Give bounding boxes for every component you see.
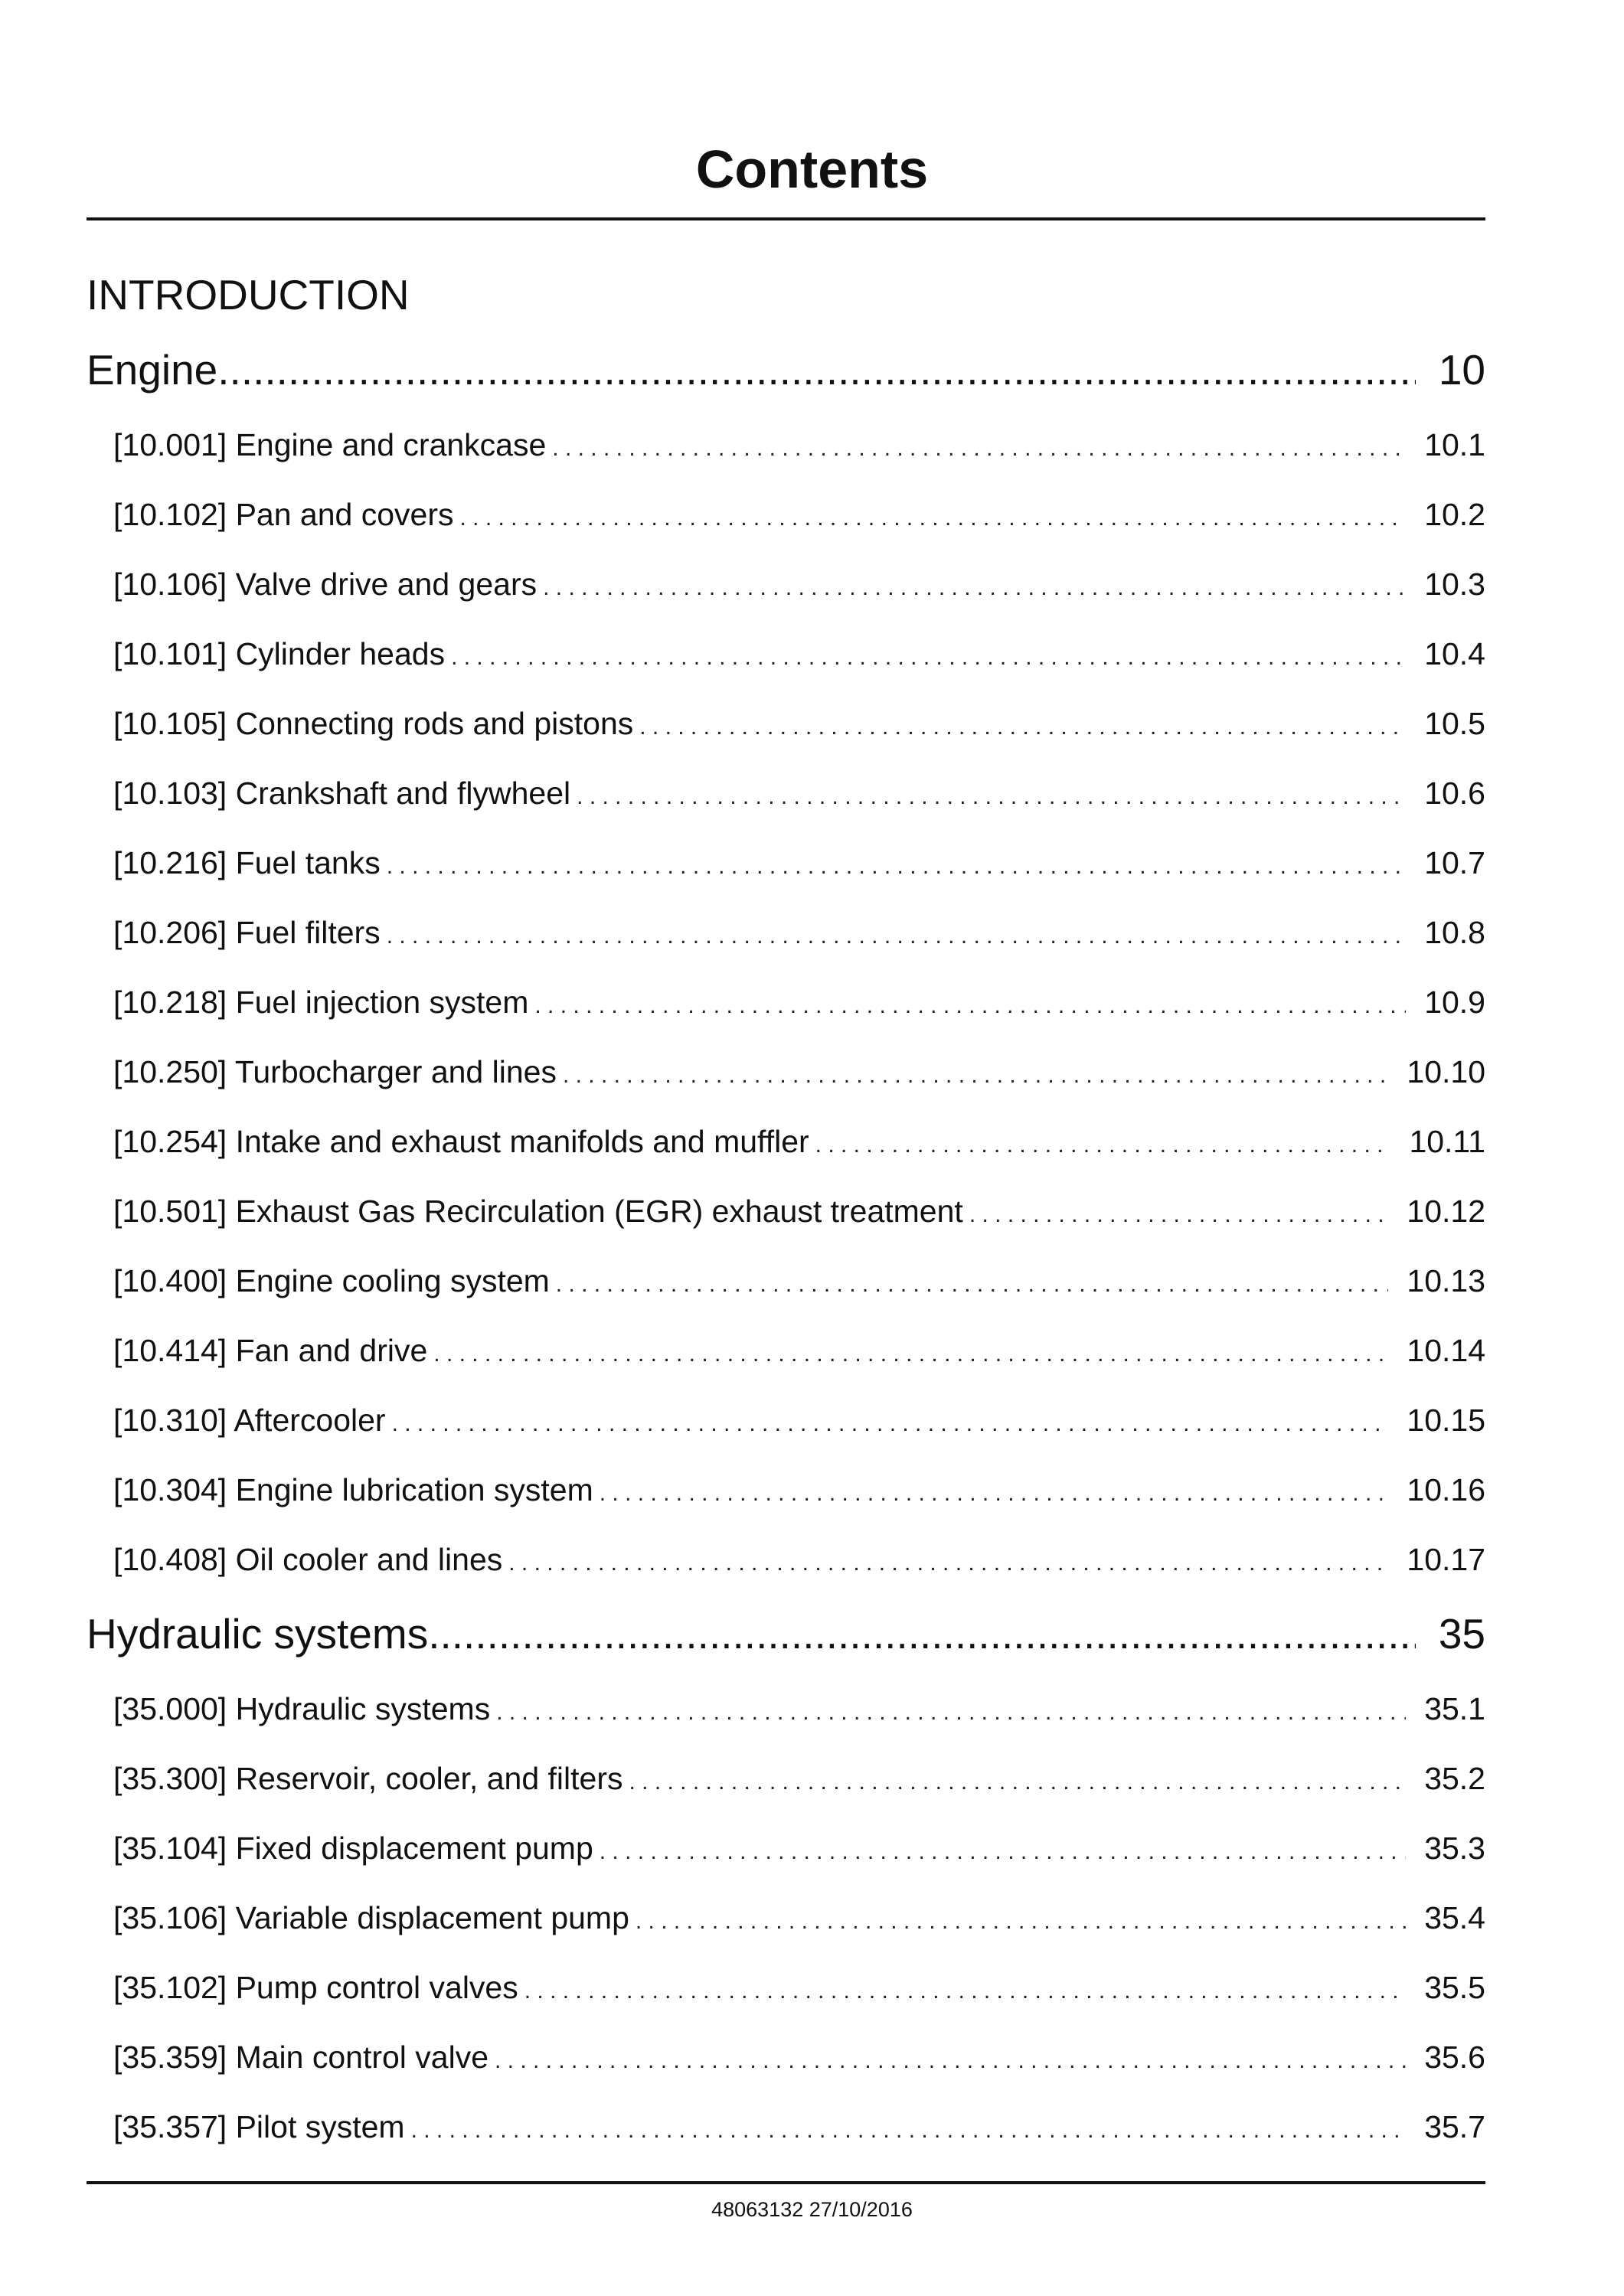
toc-entry-page: 10.5 xyxy=(1424,706,1485,741)
dot-leader xyxy=(217,339,1416,400)
toc-entry-label: [35.300] Reservoir, cooler, and filters xyxy=(113,1761,623,1796)
toc-section-hydraulic-systems[interactable] xyxy=(87,1603,1485,1664)
dot-leader xyxy=(809,1122,1391,1164)
dot-leader xyxy=(633,704,1406,746)
dot-leader xyxy=(557,1053,1388,1095)
toc-entry[interactable] xyxy=(113,701,1485,746)
page-title: Contents xyxy=(695,139,929,199)
dot-leader xyxy=(502,1540,1388,1582)
toc-entry-page: 35.1 xyxy=(1424,1691,1485,1726)
footer-document-id: 48063132 27/10/2016 xyxy=(711,2198,913,2221)
toc-entry[interactable] xyxy=(113,910,1485,955)
toc-entry-label: [35.359] Main control valve xyxy=(113,2040,489,2075)
toc-entry[interactable] xyxy=(113,840,1485,886)
dot-leader xyxy=(593,1829,1406,1871)
toc-entry[interactable] xyxy=(113,979,1485,1025)
toc-entry[interactable] xyxy=(113,1397,1485,1443)
toc-entry-label: [10.414] Fan and drive xyxy=(113,1333,428,1368)
toc-entry[interactable] xyxy=(113,1328,1485,1373)
toc-entry-label: [35.106] Variable displacement pump xyxy=(113,1900,629,1935)
toc-entry-label: [10.400] Engine cooling system xyxy=(113,1263,550,1298)
toc-entry-page: 10.11 xyxy=(1409,1124,1485,1159)
dot-leader xyxy=(405,2108,1407,2150)
dot-leader xyxy=(428,1603,1416,1664)
dot-leader xyxy=(593,1471,1389,1513)
toc-entry-page: 10.7 xyxy=(1424,845,1485,880)
dot-leader xyxy=(570,774,1406,816)
toc-entry-label: [10.408] Oil cooler and lines xyxy=(113,1542,503,1577)
toc-entry[interactable] xyxy=(113,1755,1485,1801)
dot-leader xyxy=(528,983,1406,1025)
toc-entry-page: 10.9 xyxy=(1424,985,1485,1020)
toc-entry[interactable] xyxy=(113,422,1485,468)
dot-leader xyxy=(445,635,1406,677)
toc-entry-label: [35.000] Hydraulic systems xyxy=(113,1691,491,1726)
dot-leader xyxy=(381,844,1406,886)
toc-entry[interactable] xyxy=(113,1825,1485,1871)
dot-leader xyxy=(546,426,1406,468)
toc-entry-page: 10.14 xyxy=(1407,1333,1485,1368)
toc-entry[interactable] xyxy=(113,1258,1485,1304)
toc-entry-label: [10.106] Valve drive and gears xyxy=(113,567,538,602)
toc-entry-page: 10.4 xyxy=(1424,636,1485,671)
toc-section-title: Engine xyxy=(87,346,218,394)
toc-entry[interactable] xyxy=(113,770,1485,816)
toc-entry[interactable] xyxy=(113,1686,1485,1732)
toc-entry-label: [10.103] Crankshaft and flywheel xyxy=(113,776,571,811)
dot-leader xyxy=(489,2038,1406,2080)
toc-entry-page: 10.1 xyxy=(1424,427,1485,462)
dot-leader xyxy=(386,1401,1389,1443)
toc-entry-page: 35.6 xyxy=(1424,2040,1485,2075)
toc-entry-page: 10.3 xyxy=(1424,567,1485,602)
toc-entry-label: [10.101] Cylinder heads xyxy=(113,636,446,671)
dot-leader xyxy=(427,1331,1388,1373)
toc-entry-page: 35.3 xyxy=(1424,1831,1485,1866)
toc-entry[interactable] xyxy=(113,631,1485,677)
toc-section-page: 10 xyxy=(1438,346,1485,394)
dot-leader xyxy=(629,1899,1406,1941)
toc-entry-page: 10.12 xyxy=(1407,1194,1485,1229)
toc-entry-label: [35.104] Fixed displacement pump xyxy=(113,1831,593,1866)
toc-section-title: Hydraulic systems xyxy=(87,1610,429,1657)
toc-entry[interactable] xyxy=(113,1537,1485,1582)
toc-entry[interactable] xyxy=(113,1467,1485,1513)
toc-entry[interactable] xyxy=(113,1895,1485,1941)
toc-entry-page: 35.7 xyxy=(1424,2109,1485,2144)
introduction-heading[interactable]: INTRODUCTION xyxy=(87,271,410,318)
toc-entry-page: 10.10 xyxy=(1407,1054,1485,1089)
toc-entry-label: [35.357] Pilot system xyxy=(113,2109,405,2144)
toc-entry-label: [35.102] Pump control valves xyxy=(113,1970,518,2005)
toc-entry-page: 10.16 xyxy=(1407,1472,1485,1507)
toc-entry-page: 10.6 xyxy=(1424,776,1485,811)
toc-entry-label: [10.310] Aftercooler xyxy=(113,1403,386,1438)
toc-entry-page: 35.5 xyxy=(1424,1970,1485,2005)
toc-entry[interactable] xyxy=(113,561,1485,607)
toc-section-engine[interactable] xyxy=(87,339,1485,400)
dot-leader xyxy=(490,1690,1406,1732)
toc-entry-label: [10.304] Engine lubrication system xyxy=(113,1472,593,1507)
toc-entry[interactable] xyxy=(113,492,1485,537)
dot-leader xyxy=(550,1262,1389,1304)
toc-entry-label: [10.001] Engine and crankcase xyxy=(113,427,547,462)
toc-entry-page: 10.13 xyxy=(1407,1263,1485,1298)
toc-entry-page: 10.15 xyxy=(1407,1403,1485,1438)
toc-entry-page: 35.2 xyxy=(1424,1761,1485,1796)
toc-entry-page: 35.4 xyxy=(1424,1900,1485,1935)
dot-leader xyxy=(622,1759,1406,1801)
toc-entry-label: [10.218] Fuel injection system xyxy=(113,985,529,1020)
dot-leader xyxy=(963,1192,1389,1234)
toc-entry-label: [10.250] Turbocharger and lines xyxy=(113,1054,557,1089)
toc-entry-label: [10.216] Fuel tanks xyxy=(113,845,381,880)
toc-entry-page: 10.8 xyxy=(1424,915,1485,950)
toc-entry-label: [10.501] Exhaust Gas Recirculation (EGR) exhaust treatment xyxy=(113,1194,963,1229)
toc-entry-label: [10.254] Intake and exhaust manifolds and muffler xyxy=(113,1124,809,1159)
toc-entry-page: 10.17 xyxy=(1407,1542,1485,1577)
footer-divider xyxy=(87,2181,1485,2184)
toc-entry[interactable] xyxy=(113,1119,1485,1164)
dot-leader xyxy=(453,495,1406,537)
toc-entry-page: 10.2 xyxy=(1424,497,1485,532)
dot-leader xyxy=(537,565,1406,607)
toc-entry-label: [10.105] Connecting rods and pistons xyxy=(113,706,634,741)
toc-section-page: 35 xyxy=(1438,1610,1485,1657)
dot-leader xyxy=(518,1968,1406,2010)
toc-entry[interactable] xyxy=(113,1965,1485,2010)
title-divider xyxy=(87,217,1485,220)
dot-leader xyxy=(381,913,1407,955)
toc-entry[interactable] xyxy=(113,1188,1485,1234)
toc-entry[interactable] xyxy=(113,1049,1485,1095)
toc-entry-label: [10.206] Fuel filters xyxy=(113,915,381,950)
toc-entry[interactable] xyxy=(113,2104,1485,2150)
toc-entry-label: [10.102] Pan and covers xyxy=(113,497,454,532)
toc-entry[interactable] xyxy=(113,2034,1485,2080)
